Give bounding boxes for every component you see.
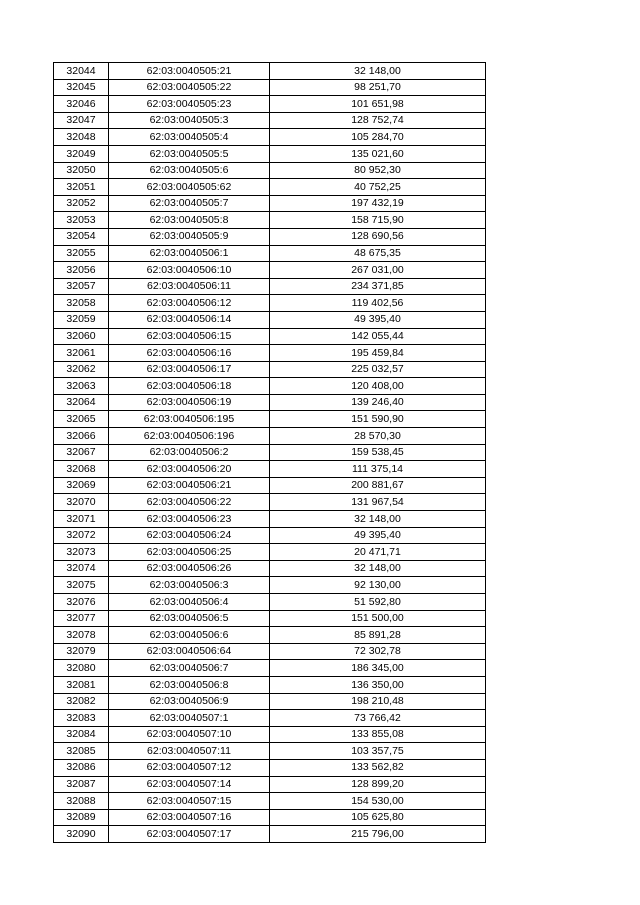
table-row — [54, 262, 486, 279]
cadastral-number-cell: 62:03:0040505:23 — [109, 96, 270, 113]
row-number-cell: 32053 — [54, 212, 109, 229]
cadastral-number-cell: 62:03:0040506:2 — [109, 444, 270, 461]
cadastral-number-cell: 62:03:0040506:11 — [109, 278, 270, 295]
value-cell: 195 459,84 — [270, 345, 486, 362]
cadastral-number-cell: 62:03:0040505:9 — [109, 228, 270, 245]
row-number-cell: 32086 — [54, 759, 109, 776]
table-row — [54, 345, 486, 362]
row-number-cell: 32062 — [54, 361, 109, 378]
row-number-cell: 32045 — [54, 79, 109, 96]
table-row — [54, 477, 486, 494]
value-cell: 128 899,20 — [270, 776, 486, 793]
cadastral-number-cell: 62:03:0040505:21 — [109, 63, 270, 80]
value-cell: 128 690,56 — [270, 228, 486, 245]
cadastral-number-cell: 62:03:0040505:6 — [109, 162, 270, 179]
row-number-cell: 32057 — [54, 278, 109, 295]
value-cell: 215 796,00 — [270, 826, 486, 843]
table-body — [54, 63, 486, 843]
value-cell: 28 570,30 — [270, 428, 486, 445]
table-row — [54, 643, 486, 660]
table-row — [54, 79, 486, 96]
value-cell: 198 210,48 — [270, 693, 486, 710]
value-cell: 225 032,57 — [270, 361, 486, 378]
row-number-cell: 32082 — [54, 693, 109, 710]
value-cell: 40 752,25 — [270, 179, 486, 196]
row-number-cell: 32054 — [54, 228, 109, 245]
value-cell: 32 148,00 — [270, 560, 486, 577]
row-number-cell: 32063 — [54, 378, 109, 395]
cadastral-number-cell: 62:03:0040506:26 — [109, 560, 270, 577]
cadastral-number-cell: 62:03:0040506:196 — [109, 428, 270, 445]
cadastral-number-cell: 62:03:0040506:18 — [109, 378, 270, 395]
cadastral-number-cell: 62:03:0040507:10 — [109, 726, 270, 743]
cadastral-number-cell: 62:03:0040505:3 — [109, 112, 270, 129]
value-cell: 151 500,00 — [270, 610, 486, 627]
table-row — [54, 544, 486, 561]
row-number-cell: 32075 — [54, 577, 109, 594]
value-cell: 234 371,85 — [270, 278, 486, 295]
value-cell: 51 592,80 — [270, 594, 486, 611]
cadastral-number-cell: 62:03:0040506:17 — [109, 361, 270, 378]
cadastral-number-cell: 62:03:0040506:10 — [109, 262, 270, 279]
row-number-cell: 32048 — [54, 129, 109, 146]
value-cell: 142 055,44 — [270, 328, 486, 345]
cadastral-number-cell: 62:03:0040506:195 — [109, 411, 270, 428]
table-row — [54, 793, 486, 810]
row-number-cell: 32080 — [54, 660, 109, 677]
cadastral-number-cell: 62:03:0040506:8 — [109, 676, 270, 693]
table-row — [54, 660, 486, 677]
cadastral-number-cell: 62:03:0040506:19 — [109, 394, 270, 411]
table-row — [54, 378, 486, 395]
cadastral-number-cell: 62:03:0040505:4 — [109, 129, 270, 146]
cadastral-number-cell: 62:03:0040505:22 — [109, 79, 270, 96]
table-row — [54, 627, 486, 644]
value-cell: 85 891,28 — [270, 627, 486, 644]
cadastral-number-cell: 62:03:0040506:1 — [109, 245, 270, 262]
row-number-cell: 32061 — [54, 345, 109, 362]
row-number-cell: 32066 — [54, 428, 109, 445]
cadastral-number-cell: 62:03:0040506:22 — [109, 494, 270, 511]
cadastral-number-cell: 62:03:0040506:16 — [109, 345, 270, 362]
cadastral-number-cell: 62:03:0040506:9 — [109, 693, 270, 710]
table-row — [54, 676, 486, 693]
row-number-cell: 32071 — [54, 511, 109, 528]
row-number-cell: 32085 — [54, 743, 109, 760]
row-number-cell: 32079 — [54, 643, 109, 660]
cadastral-number-cell: 62:03:0040506:3 — [109, 577, 270, 594]
value-cell: 49 395,40 — [270, 311, 486, 328]
value-cell: 48 675,35 — [270, 245, 486, 262]
table-row — [54, 710, 486, 727]
cadastral-number-cell: 62:03:0040506:24 — [109, 527, 270, 544]
value-cell: 105 284,70 — [270, 129, 486, 146]
table-row — [54, 428, 486, 445]
row-number-cell: 32070 — [54, 494, 109, 511]
table-row — [54, 411, 486, 428]
value-cell: 119 402,56 — [270, 295, 486, 312]
value-cell: 186 345,00 — [270, 660, 486, 677]
cadastral-number-cell: 62:03:0040507:16 — [109, 809, 270, 826]
cadastral-number-cell: 62:03:0040506:23 — [109, 511, 270, 528]
table-row — [54, 826, 486, 843]
table-row — [54, 245, 486, 262]
cadastral-number-cell: 62:03:0040507:11 — [109, 743, 270, 760]
row-number-cell: 32073 — [54, 544, 109, 561]
table-row — [54, 112, 486, 129]
value-cell: 103 357,75 — [270, 743, 486, 760]
table-row — [54, 328, 486, 345]
value-cell: 159 538,45 — [270, 444, 486, 461]
cadastral-number-cell: 62:03:0040505:7 — [109, 195, 270, 212]
cadastral-number-cell: 62:03:0040506:25 — [109, 544, 270, 561]
table-row — [54, 511, 486, 528]
row-number-cell: 32087 — [54, 776, 109, 793]
table-row — [54, 809, 486, 826]
value-cell: 151 590,90 — [270, 411, 486, 428]
row-number-cell: 32074 — [54, 560, 109, 577]
table-row — [54, 776, 486, 793]
row-number-cell: 32072 — [54, 527, 109, 544]
value-cell: 49 395,40 — [270, 527, 486, 544]
row-number-cell: 32050 — [54, 162, 109, 179]
cadastral-number-cell: 62:03:0040506:14 — [109, 311, 270, 328]
table-row — [54, 96, 486, 113]
cadastral-number-cell: 62:03:0040506:4 — [109, 594, 270, 611]
row-number-cell: 32059 — [54, 311, 109, 328]
table-row — [54, 444, 486, 461]
row-number-cell: 32068 — [54, 461, 109, 478]
value-cell: 197 432,19 — [270, 195, 486, 212]
data-table — [53, 62, 486, 843]
row-number-cell: 32064 — [54, 394, 109, 411]
value-cell: 73 766,42 — [270, 710, 486, 727]
value-cell: 133 855,08 — [270, 726, 486, 743]
cadastral-number-cell: 62:03:0040507:1 — [109, 710, 270, 727]
cadastral-number-cell: 62:03:0040507:14 — [109, 776, 270, 793]
row-number-cell: 32084 — [54, 726, 109, 743]
table-row — [54, 195, 486, 212]
cadastral-number-cell: 62:03:0040506:15 — [109, 328, 270, 345]
cadastral-number-cell: 62:03:0040507:12 — [109, 759, 270, 776]
table-row — [54, 361, 486, 378]
row-number-cell: 32088 — [54, 793, 109, 810]
cadastral-number-cell: 62:03:0040506:21 — [109, 477, 270, 494]
row-number-cell: 32044 — [54, 63, 109, 80]
value-cell: 72 302,78 — [270, 643, 486, 660]
cadastral-number-cell: 62:03:0040505:8 — [109, 212, 270, 229]
row-number-cell: 32046 — [54, 96, 109, 113]
row-number-cell: 32049 — [54, 145, 109, 162]
table-row — [54, 394, 486, 411]
value-cell: 32 148,00 — [270, 63, 486, 80]
row-number-cell: 32056 — [54, 262, 109, 279]
value-cell: 32 148,00 — [270, 511, 486, 528]
value-cell: 120 408,00 — [270, 378, 486, 395]
table-row — [54, 278, 486, 295]
cadastral-number-cell: 62:03:0040506:5 — [109, 610, 270, 627]
row-number-cell: 32060 — [54, 328, 109, 345]
value-cell: 105 625,80 — [270, 809, 486, 826]
value-cell: 20 471,71 — [270, 544, 486, 561]
row-number-cell: 32067 — [54, 444, 109, 461]
cadastral-number-cell: 62:03:0040506:12 — [109, 295, 270, 312]
row-number-cell: 32077 — [54, 610, 109, 627]
table-row — [54, 743, 486, 760]
value-cell: 154 530,00 — [270, 793, 486, 810]
cadastral-number-cell: 62:03:0040506:7 — [109, 660, 270, 677]
value-cell: 92 130,00 — [270, 577, 486, 594]
cadastral-number-cell: 62:03:0040506:20 — [109, 461, 270, 478]
value-cell: 111 375,14 — [270, 461, 486, 478]
cadastral-number-cell: 62:03:0040505:5 — [109, 145, 270, 162]
row-number-cell: 32047 — [54, 112, 109, 129]
value-cell: 133 562,82 — [270, 759, 486, 776]
table-row — [54, 162, 486, 179]
row-number-cell: 32090 — [54, 826, 109, 843]
table-row — [54, 63, 486, 80]
value-cell: 158 715,90 — [270, 212, 486, 229]
table-row — [54, 726, 486, 743]
row-number-cell: 32089 — [54, 809, 109, 826]
table-row — [54, 759, 486, 776]
table-row — [54, 295, 486, 312]
table-row — [54, 693, 486, 710]
cadastral-number-cell: 62:03:0040507:15 — [109, 793, 270, 810]
row-number-cell: 32069 — [54, 477, 109, 494]
table-row — [54, 311, 486, 328]
value-cell: 98 251,70 — [270, 79, 486, 96]
table-row — [54, 212, 486, 229]
row-number-cell: 32078 — [54, 627, 109, 644]
value-cell: 101 651,98 — [270, 96, 486, 113]
table-row — [54, 179, 486, 196]
row-number-cell: 32052 — [54, 195, 109, 212]
cadastral-number-cell: 62:03:0040506:6 — [109, 627, 270, 644]
row-number-cell: 32076 — [54, 594, 109, 611]
table-row — [54, 494, 486, 511]
table-row — [54, 594, 486, 611]
table-row — [54, 577, 486, 594]
table-row — [54, 228, 486, 245]
cadastral-number-cell: 62:03:0040505:62 — [109, 179, 270, 196]
value-cell: 131 967,54 — [270, 494, 486, 511]
value-cell: 136 350,00 — [270, 676, 486, 693]
row-number-cell: 32055 — [54, 245, 109, 262]
row-number-cell: 32065 — [54, 411, 109, 428]
cadastral-number-cell: 62:03:0040507:17 — [109, 826, 270, 843]
value-cell: 267 031,00 — [270, 262, 486, 279]
row-number-cell: 32083 — [54, 710, 109, 727]
table-row — [54, 527, 486, 544]
table-row — [54, 129, 486, 146]
row-number-cell: 32081 — [54, 676, 109, 693]
cadastral-number-cell: 62:03:0040506:64 — [109, 643, 270, 660]
row-number-cell: 32058 — [54, 295, 109, 312]
table-row — [54, 560, 486, 577]
table-row — [54, 145, 486, 162]
value-cell: 139 246,40 — [270, 394, 486, 411]
value-cell: 200 881,67 — [270, 477, 486, 494]
value-cell: 80 952,30 — [270, 162, 486, 179]
value-cell: 135 021,60 — [270, 145, 486, 162]
row-number-cell: 32051 — [54, 179, 109, 196]
table-row — [54, 610, 486, 627]
value-cell: 128 752,74 — [270, 112, 486, 129]
table-row — [54, 461, 486, 478]
